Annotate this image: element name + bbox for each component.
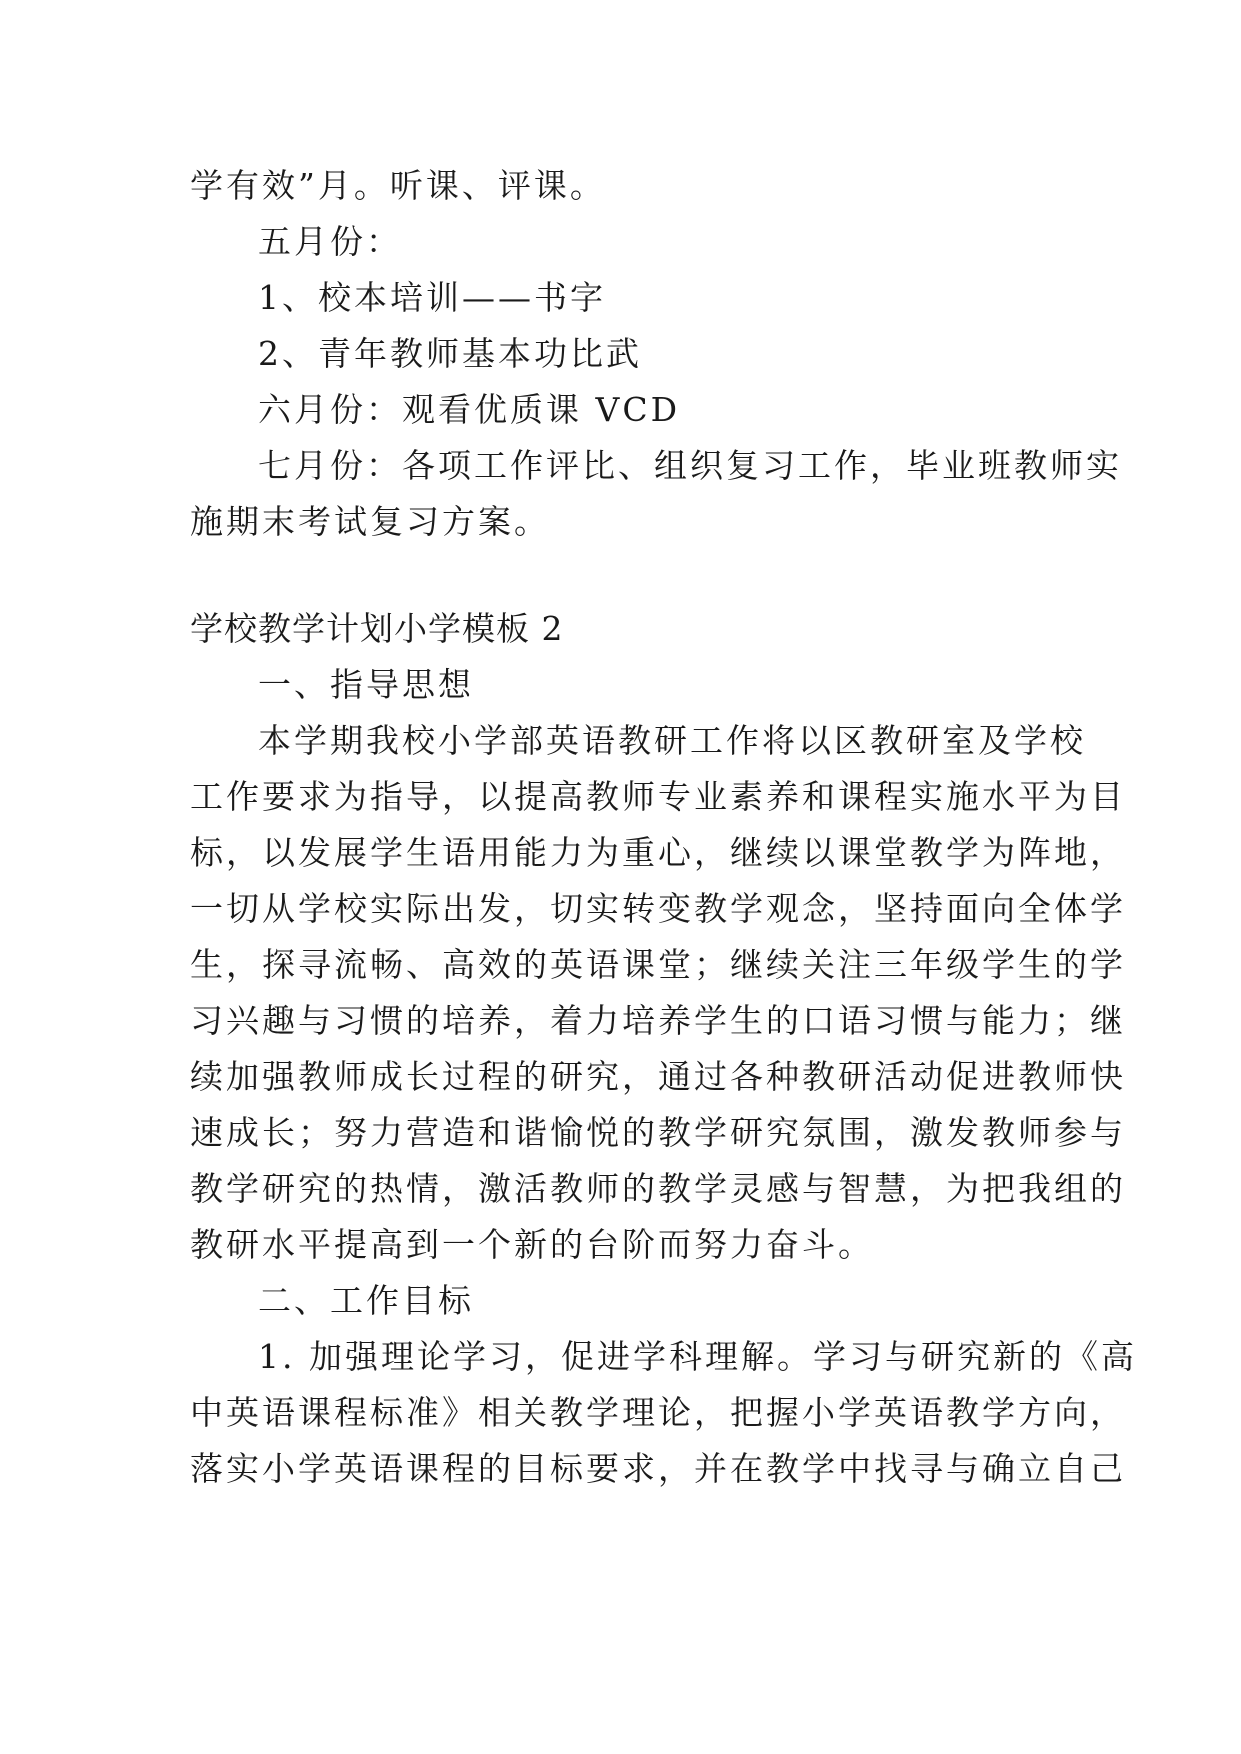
text-line: 教研水平提高到一个新的台阶而努力奋斗。 <box>190 1225 874 1264</box>
text-line: 续加强教师成长过程的研究，通过各种教研活动促进教师快 <box>190 1057 1126 1096</box>
text-line: 五月份： <box>258 222 402 261</box>
text-line: 1、校本培训——书字 <box>258 278 606 317</box>
text-line: 教学研究的热情，激活教师的教学灵感与智慧，为把我组的 <box>190 1169 1126 1208</box>
text-line: 七月份：各项工作评比、组织复习工作，毕业班教师实 <box>258 446 1122 485</box>
heading-guiding-ideology: 一、指导思想 <box>258 665 474 704</box>
text-line: 习兴趣与习惯的培养，着力培养学生的口语习惯与能力；继 <box>190 1001 1126 1040</box>
section-title: 学校教学计划小学模板 2 <box>190 609 564 648</box>
text-line: 施期末考试复习方案。 <box>190 502 550 541</box>
text-line: 中英语课程标准》相关教学理论，把握小学英语教学方向， <box>190 1393 1126 1432</box>
text-line: 本学期我校小学部英语教研工作将以区教研室及学校 <box>258 721 1086 760</box>
text-line: 1. 加强理论学习，促进学科理解。学习与研究新的《高 <box>258 1337 1137 1376</box>
text-line: 2、青年教师基本功比武 <box>258 334 642 373</box>
text-line: 落实小学英语课程的目标要求，并在教学中找寻与确立自己 <box>190 1449 1126 1488</box>
heading-work-goals: 二、工作目标 <box>258 1281 474 1320</box>
text-line: 速成长；努力营造和谐愉悦的教学研究氛围，激发教师参与 <box>190 1113 1126 1152</box>
text-line: 工作要求为指导，以提高教师专业素养和课程实施水平为目 <box>190 777 1126 816</box>
text-line: 一切从学校实际出发，切实转变教学观念，坚持面向全体学 <box>190 889 1126 928</box>
text-line: 学有效”月。听课、评课。 <box>190 166 606 205</box>
text-line: 六月份：观看优质课 VCD <box>258 390 681 429</box>
text-line: 生，探寻流畅、高效的英语课堂；继续关注三年级学生的学 <box>190 945 1126 984</box>
text-line: 标，以发展学生语用能力为重心，继续以课堂教学为阵地， <box>190 833 1126 872</box>
